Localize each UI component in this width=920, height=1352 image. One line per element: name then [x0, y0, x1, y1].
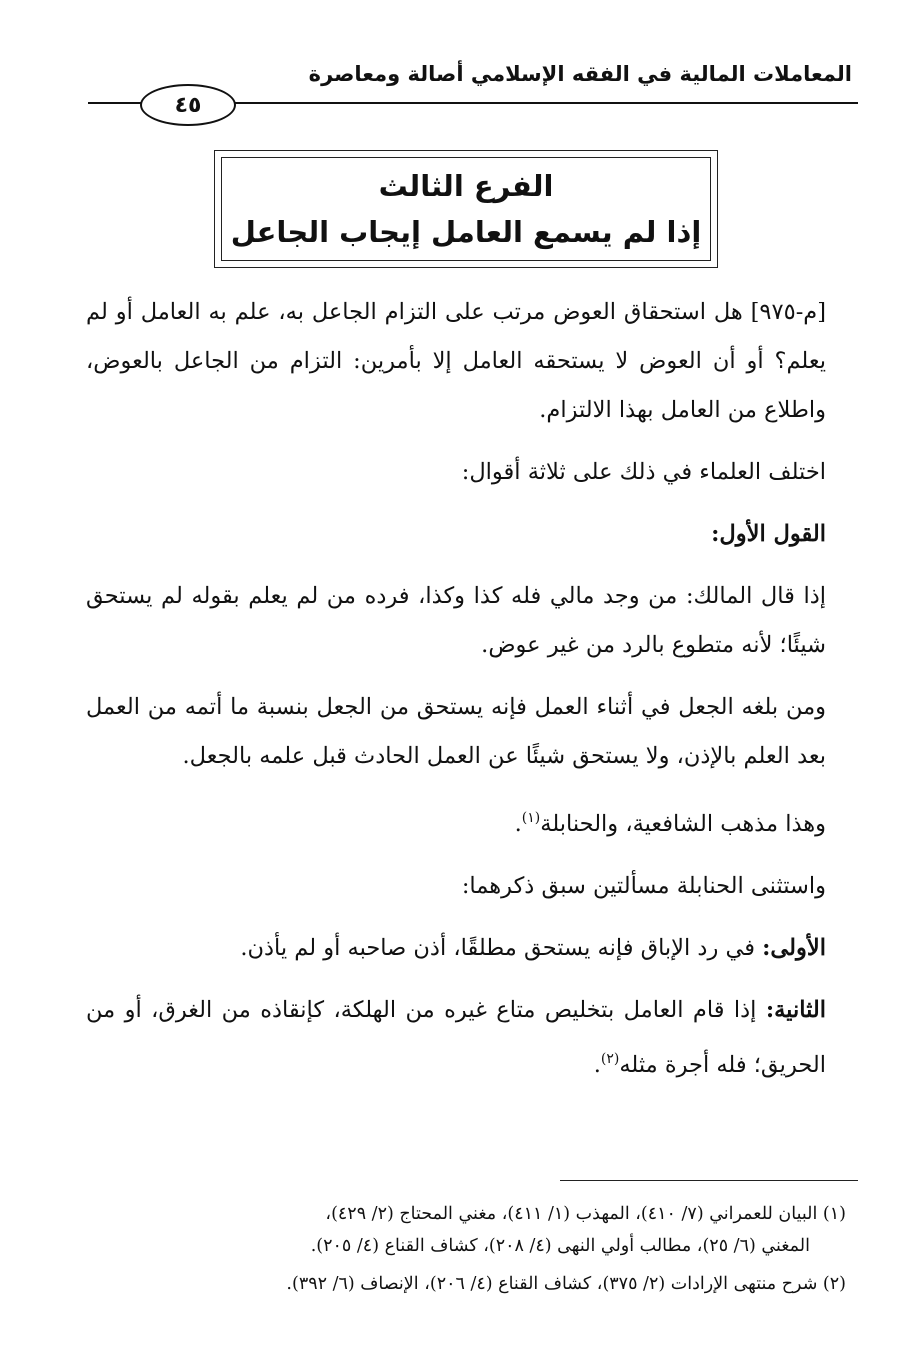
paragraph-question: [م-٩٧٥] هل استحقاق العوض مرتب على التزام الجاعل به، علم به العامل أو لم يعلم؟ أو أن العوض لا يستحقه العامل إلا بأمرين: التزام من الجاعل بالعوض، واطلاع من العامل بهذا الالتزام. — [86, 299, 826, 423]
footnotes — [86, 1198, 846, 1306]
footnote-1-line-2: المغني (٦/ ٢٥)، مطالب أولي النهى (٤/ ٢٠٨)، كشاف القناع (٤/ ٢٠٥). — [310, 1236, 810, 1256]
second-exception-term: الثانية: — [765, 997, 826, 1023]
first-exception-term: الأولى: — [762, 935, 826, 961]
footnote-1-line-1: (١) البيان للعمراني (٧/ ٤١٠)، المهذب (١/ ٤١١)، مغني المحتاج (٢/ ٤٢٩)، — [325, 1204, 846, 1224]
section-title-line-2: إذا لم يسمع العامل إيجاب الجاعل — [230, 215, 702, 249]
paragraph-madhhab-text: وهذا مذهب الشافعية، والحنابلة — [540, 811, 826, 837]
paragraph-exceptions: واستثنى الحنابلة مسألتين سبق ذكرهما: — [461, 873, 826, 899]
heading-first-opinion: القول الأول: — [711, 521, 826, 547]
body-text — [86, 288, 826, 1103]
page-number-text: ٤٥ — [174, 92, 202, 118]
running-header-title: المعاملات المالية في الفقه الإسلامي أصالة ومعاصرة — [308, 62, 852, 86]
paragraph-during-work: ومن بلغه الجعل في أثناء العمل فإنه يستحق من الجعل بنسبة ما أتمه من العمل بعد العلم بالإذن، ولا يستحق شيئًا عن العمل الحادث قبل علمه بالجعل. — [86, 694, 826, 769]
paragraph-second-exception — [86, 986, 826, 1090]
paragraph-owner-statement: إذا قال المالك: من وجد مالي فله كذا وكذا، فرده من لم يعلم بقوله لم يستحق شيئًا؛ لأنه متطوع بالرد من غير عوض. — [86, 583, 826, 658]
section-title-line-1: الفرع الثالث — [378, 169, 554, 203]
paragraph-first-exception — [86, 924, 826, 973]
footnote-separator — [560, 1180, 858, 1181]
page-number — [140, 84, 236, 126]
first-exception-text: في رد الإباق فإنه يستحق مطلقًا، أذن صاحبه أو لم يأذن. — [240, 935, 763, 961]
second-exception-end: . — [593, 1052, 601, 1078]
paragraph-disagreement: اختلف العلماء في ذلك على ثلاثة أقوال: — [461, 459, 826, 485]
section-title-frame — [214, 150, 718, 268]
footnote-1 — [86, 1198, 846, 1262]
section-title-inner-frame — [221, 157, 711, 261]
footnote-ref-2: (٢) — [600, 1051, 620, 1067]
paragraph-madhhab — [86, 794, 826, 849]
footnote-ref-1: (١) — [521, 810, 541, 826]
footnote-2: (٢) شرح منتهى الإرادات (٢/ ٣٧٥)، كشاف القناع (٤/ ٢٠٦)، الإنصاف (٦/ ٣٩٢). — [286, 1274, 846, 1294]
paragraph-madhhab-end: . — [514, 811, 522, 837]
second-exception-text: إذا قام العامل بتخليص متاع غيره من الهلكة، كإنقاذه من الغرق، أو من الحريق؛ فله أجرة مثله — [86, 997, 826, 1078]
